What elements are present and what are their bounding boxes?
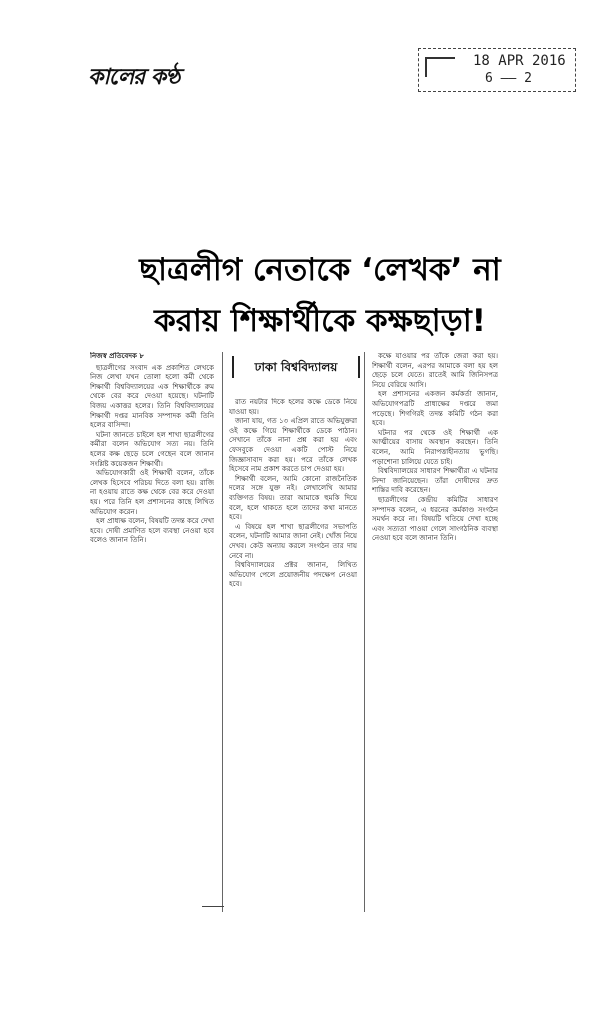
article-column-1 (90, 352, 214, 952)
headline-line-1: ছাত্রলীগ নেতাকে ‘লেখক’ না (139, 252, 501, 288)
date-stamp (418, 48, 576, 92)
article-paragraph: বিশ্ববিদ্যালয়ের প্রক্টর জানান, লিখিত অভিযোগ পেলে প্রয়োজনীয় পদক্ষেপ নেওয়া হবে। (229, 561, 357, 589)
stamp-mark (425, 57, 455, 77)
article-paragraph: হল প্রশাসনের একজন কর্মকর্তা জানান, অভিযোগপত্রটি প্রাধ্যক্ষের দপ্তরে জমা পড়েছে। শিগগিরই তদন্ত কমিটি গঠন করা হবে। (372, 390, 498, 428)
section-label-box: ঢাকা বিশ্ববিদ্যালয় (232, 356, 360, 378)
column-divider (222, 352, 223, 912)
stamp-date: 18 APR 2016 (473, 53, 566, 69)
article-paragraph: ছাত্রলীগের সংবাদ এক প্রকাশিত লেখকে নিজ লেখা যখন তোলা হলো কর্মী থেকে শিক্ষার্থী বিশ্ববিদ্যালয়ের এক শিক্ষার্থীকে রুম থেকে বের করে দেওয়া হয়েছে। ঘটনাটি বিজয় একাত্তর হলের। তিনি বিশ্ববিদ্যালয়ের শিক্ষার্থী দপ্তর মানবিক সম্পাদক কর্মী তিনি হলের বাসিন্দা। (90, 363, 214, 430)
continuation-mark (202, 906, 224, 907)
headline-line-2: করায় শিক্ষার্থীকে কক্ষছাড়া! (154, 303, 486, 339)
newspaper-masthead: কালের কণ্ঠ (88, 65, 180, 90)
article-paragraph: ঘটনার পর থেকে ওই শিক্ষার্থী এক আত্মীয়ের বাসায় অবস্থান করছেন। তিনি বলেন, আমি নিরাপত্তাহীনতায় ভুগছি। পড়াশোনা চালিয়ে যেতে চাই। (372, 428, 498, 466)
stamp-code: 6 —— 2 (485, 71, 532, 86)
article-paragraph: হল প্রাধ্যক্ষ বলেন, বিষয়টি তদন্ত করে দেখা হবে। দোষী প্রমাণিত হলে ব্যবস্থা নেওয়া হবে বলেও জানান তিনি। (90, 517, 214, 545)
article-byline: নিজস্ব প্রতিবেদক ৮ (90, 352, 144, 360)
article-column-2 (229, 398, 357, 868)
article-paragraph: শিক্ষার্থী বলেন, আমি কোনো রাজনৈতিক দলের সঙ্গে যুক্ত নই। লেখালেখি আমার ব্যক্তিগত বিষয়। তারা আমাকে হুমকি দিয়ে বলে, হলে থাকতে হলে তাদের কথা মানতে হবে। (229, 474, 357, 522)
article-paragraph: এ বিষয়ে হল শাখা ছাত্রলীগের সভাপতি বলেন, ঘটনাটি আমার জানা নেই। খোঁজ নিয়ে দেখব। কেউ অন্যায় করলে সংগঠন তার দায় নেবে না। (229, 522, 357, 560)
article-paragraph: রাত নয়টার দিকে হলের কক্ষে ডেকে নিয়ে যাওয়া হয়। (229, 398, 357, 416)
article-paragraph: অভিযোগকারী ওই শিক্ষার্থী বলেন, তাঁকে লেখক হিসেবে পরিচয় দিতে বলা হয়। রাজি না হওয়ায় রাতে কক্ষ থেকে বের করে দেওয়া হয়। পরে তিনি হল প্রশাসনের কাছে লিখিত অভিযোগ করেন। (90, 469, 214, 516)
article-paragraph: ঘটনা জানতে চাইলে হল শাখা ছাত্রলীগের কর্মীরা বলেন অভিযোগ সত্য নয়। তিনি হলের কক্ষ ছেড়ে চলে গেছেন বলে জানান সংশ্লিষ্ট কয়েকজন শিক্ষার্থী। (90, 430, 214, 468)
article-paragraph: জানা যায়, গত ১৩ এপ্রিল রাতে অভিযুক্তরা ওই কক্ষে গিয়ে শিক্ষার্থীকে ডেকে পাঠান। সেখানে তাঁকে নানা প্রশ্ন করা হয় এবং ফেসবুকে দেওয়া একটি পোস্ট নিয়ে জিজ্ঞাসাবাদ করা হয়। পরে তাঁকে লেখক হিসেবে নাম প্রকাশ করতে চাপ দেওয়া হয়। (229, 417, 357, 474)
column-divider (364, 352, 365, 912)
article-paragraph: বিশ্ববিদ্যালয়ের সাধারণ শিক্ষার্থীরা এ ঘটনার নিন্দা জানিয়েছেন। তাঁরা দোষীদের দ্রুত শাস্তির দাবি করেছেন। (372, 467, 498, 495)
article-column-3 (372, 352, 498, 872)
article-paragraph: ছাত্রলীগের কেন্দ্রীয় কমিটির সাধারণ সম্পাদক বলেন, এ ধরনের কর্মকাণ্ড সংগঠন সমর্থন করে না। বিষয়টি খতিয়ে দেখা হচ্ছে এবং সত্যতা পাওয়া গেলে সাংগঠনিক ব্যবস্থা নেওয়া হবে বলে জানান তিনি। (372, 495, 498, 543)
article-paragraph: কক্ষে যাওয়ার পর তাঁকে জেরা করা হয়। শিক্ষার্থী বলেন, এরপর আমাকে বলা হয় হল ছেড়ে চলে যেতে। রাতেই আমি জিনিসপত্র নিয়ে বেরিয়ে আসি। (372, 352, 498, 389)
